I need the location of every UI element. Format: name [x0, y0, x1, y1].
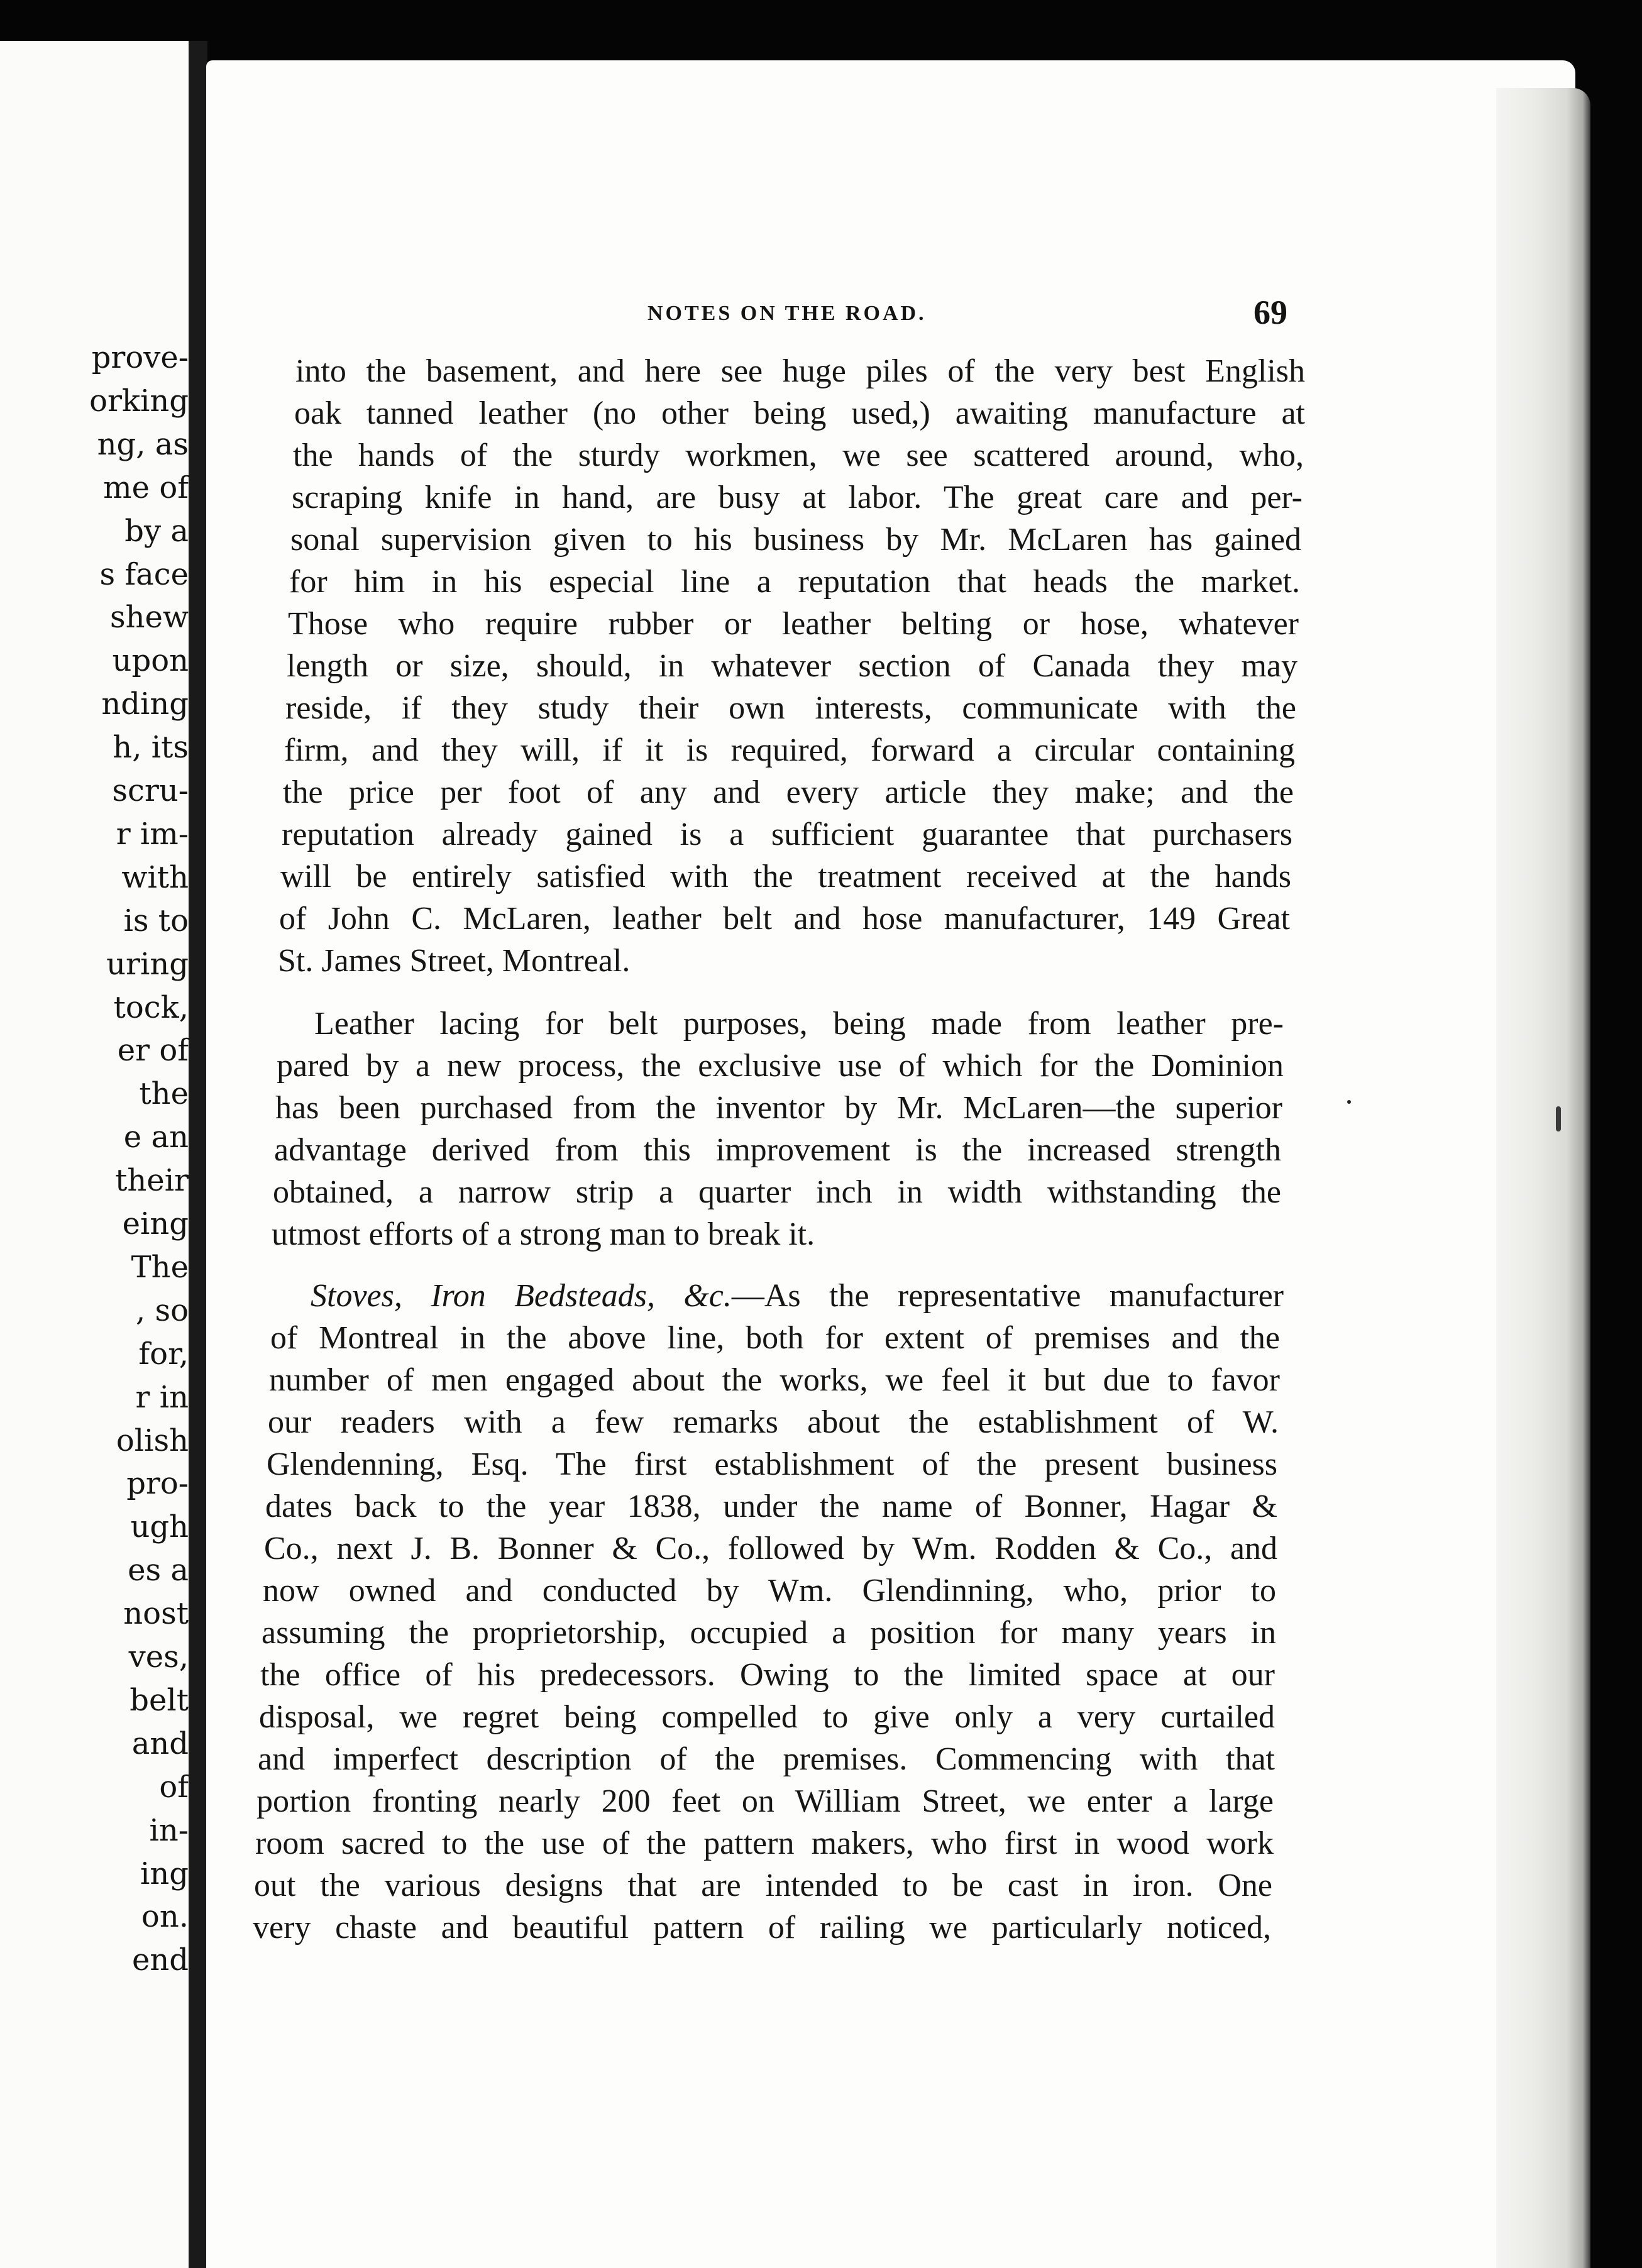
text-line: reputation already gained is a sufficient guarantee that purchasers — [282, 817, 1292, 852]
previous-page-line: er of — [117, 1033, 189, 1069]
previous-page-line: tock, — [113, 989, 189, 1025]
text-line: assuming the proprietorship, occupied a position for many years in — [262, 1615, 1276, 1651]
previous-page-line: ugh — [130, 1509, 189, 1545]
previous-page-line: , so — [135, 1292, 189, 1328]
text-line: Glendenning, Esq. The first establishment of the present business — [267, 1446, 1277, 1482]
previous-page-line: scru- — [112, 773, 189, 808]
section-lead-in: Stoves, Iron Bedsteads, &c. — [311, 1278, 732, 1314]
text-line: portion fronting nearly 200 feet on William Street, we enter a large — [256, 1783, 1274, 1819]
previous-page-line: nding — [101, 686, 189, 722]
running-title: NOTES ON THE ROAD. — [647, 302, 927, 325]
previous-page-line: r in — [135, 1379, 189, 1415]
text-line: will be entirely satisfied with the treatment received at the hands — [280, 859, 1291, 895]
previous-page-line: prove- — [91, 340, 189, 375]
previous-page-line: olish — [116, 1423, 189, 1458]
text-line: the hands of the sturdy workmen, we see scattered around, who, — [293, 438, 1304, 473]
text-line: now owned and conducted by Wm. Glendinning, who, prior to — [263, 1573, 1276, 1609]
previous-page-line: h, its — [113, 730, 189, 766]
text-line — [311, 1280, 1284, 1313]
previous-page-line: with — [121, 859, 189, 895]
text-line: Co., next J. B. Bonner & Co., followed by Wm. Rodden & Co., and — [264, 1531, 1277, 1566]
text-line: out the various designs that are intended to be cast in iron. One — [254, 1868, 1272, 1903]
previous-page-line: in- — [149, 1812, 189, 1848]
previous-page-line: ng, as — [97, 426, 189, 462]
text-line: of Montreal in the above line, both for extent of premises and the — [270, 1320, 1280, 1356]
previous-page-line: orking — [89, 383, 189, 419]
text-line: scraping knife in hand, are busy at labor. The great care and per- — [292, 480, 1303, 515]
text-line: into the basement, and here see huge piles of the very best English — [295, 353, 1305, 389]
previous-page-line: pro- — [126, 1466, 189, 1502]
scan-artifact — [1556, 1106, 1561, 1131]
previous-page-line: es a — [128, 1553, 189, 1588]
text-line: very chaste and beautiful pattern of railing we particularly noticed, — [253, 1910, 1271, 1946]
previous-page-line: The — [131, 1249, 189, 1285]
text-line: the office of his predecessors. Owing to the limited space at our — [260, 1657, 1275, 1693]
previous-page-line: the — [139, 1076, 189, 1112]
text-line: pared by a new process, the exclusive use of which for the Dominion — [277, 1048, 1284, 1084]
previous-page-line: end — [131, 1942, 189, 1978]
previous-page-line: r im- — [116, 816, 189, 852]
previous-page-line: s face — [99, 556, 189, 592]
text-line: oak tanned leather (no other being used,) awaiting manufacture at — [294, 395, 1305, 431]
text-line: and imperfect description of the premises. Commencing with that — [258, 1741, 1275, 1777]
text-line: firm, and they will, if it is required, forward a circular containing — [284, 732, 1295, 768]
text-line: reside, if they study their own interests, communicate with the — [285, 690, 1296, 726]
text-line: advantage derived from this improvement is the increased strength — [274, 1132, 1281, 1168]
previous-page-line: nost — [123, 1596, 189, 1632]
previous-page-line: by a — [124, 513, 189, 549]
text-line: utmost efforts of a strong man to break it. — [272, 1216, 815, 1252]
page-number: 69 — [1254, 294, 1287, 331]
text-line: obtained, a narrow strip a quarter inch in width withstanding the — [273, 1174, 1281, 1210]
previous-page-line: ing — [140, 1856, 189, 1891]
text-line: length or size, should, in whatever section of Canada they may — [287, 648, 1298, 684]
text-line: disposal, we regret being compelled to give only a very curtailed — [259, 1699, 1275, 1735]
text-line: St. James Street, Montreal. — [278, 943, 631, 979]
text-line: for him in his especial line a reputation that heads the market. — [289, 564, 1300, 600]
previous-page-line: upon — [112, 643, 189, 679]
text-line: Leather lacing for belt purposes, being made from leather pre- — [314, 1006, 1284, 1042]
previous-page-line: for, — [138, 1336, 189, 1372]
text-line: room sacred to the use of the pattern makers, who first in wood work — [255, 1825, 1274, 1861]
previous-page-line: eing — [122, 1206, 189, 1241]
text-line: Those who require rubber or leather belting or hose, whatever — [288, 606, 1299, 642]
previous-page-line: ves, — [128, 1639, 189, 1675]
previous-page-line: their — [115, 1163, 189, 1199]
text-line-rest: —As the representative manufacturer — [731, 1278, 1284, 1314]
previous-page-line: e an — [123, 1120, 189, 1155]
text-line: the price per foot of any and every article they make; and the — [283, 774, 1294, 810]
previous-page-line: on. — [141, 1899, 189, 1935]
text-line: sonal supervision given to his business by Mr. McLaren has gained — [290, 522, 1301, 558]
previous-page-line: me of — [103, 470, 189, 505]
previous-page-line: belt — [129, 1682, 189, 1718]
text-line: dates back to the year 1838, under the name of Bonner, Hagar & — [265, 1489, 1277, 1524]
text-line: number of men engaged about the works, we feel it but due to favor — [269, 1362, 1280, 1398]
previous-page-line: shew — [109, 600, 189, 636]
text-line: of John C. McLaren, leather belt and hose manufacturer, 149 Great — [279, 901, 1290, 937]
text-line: our readers with a few remarks about the establishment of W. — [268, 1404, 1279, 1440]
previous-page-line: is to — [123, 903, 189, 939]
text-line: has been purchased from the inventor by Mr. McLaren—the superior — [275, 1090, 1282, 1126]
previous-page-line: uring — [106, 946, 189, 982]
previous-page-line: of — [159, 1769, 189, 1805]
scan-speck — [1347, 1100, 1351, 1104]
previous-page-line: and — [131, 1726, 189, 1761]
